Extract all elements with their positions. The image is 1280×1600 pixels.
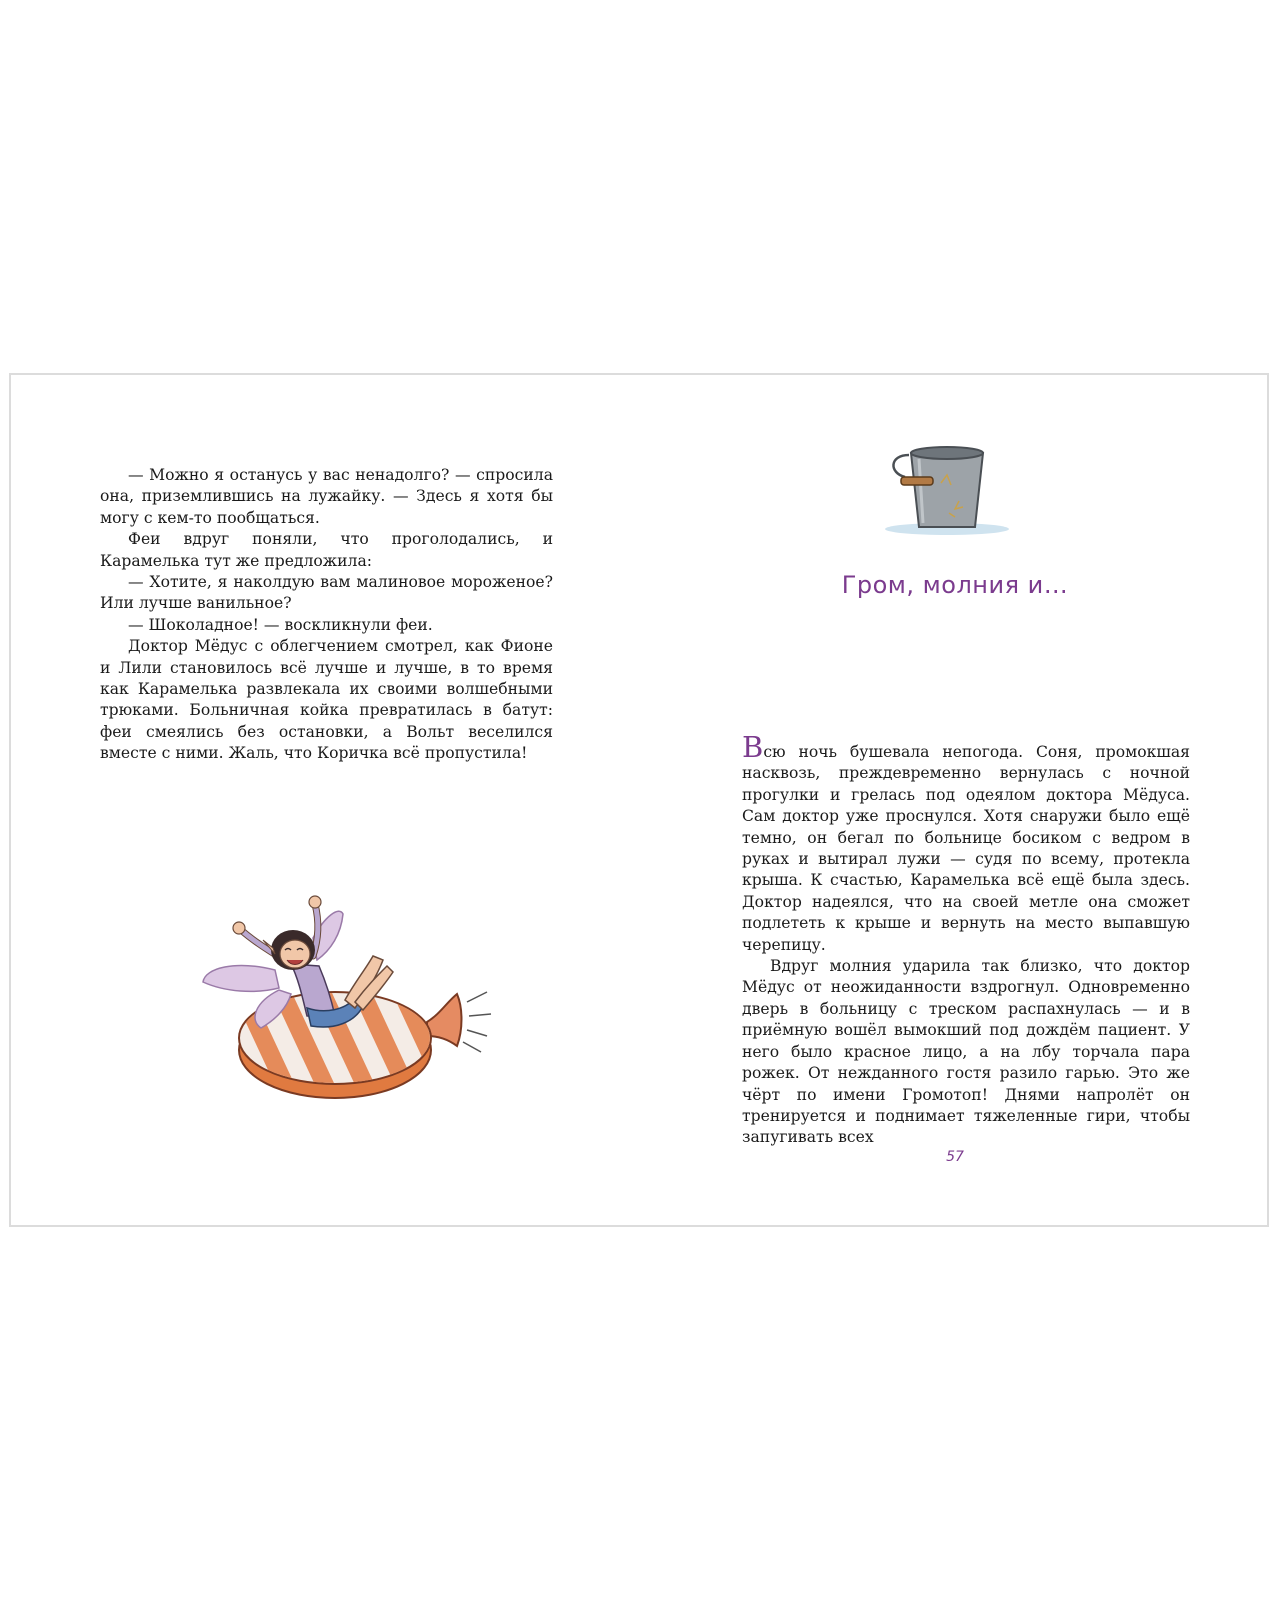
paragraph: Феи вдруг поняли, что проголодались, и Карамелька тут же предложила: [100,530,553,570]
paragraph: — Шоколадное! — воскликнули феи. [128,615,433,634]
paragraph: Доктор Мёдус с облегчением смотрел, как Фионе и Лили становилось всё лучше и лучше, в то время как Карамелька развлекала их своими волшебными трюками. Больничная койка превратилась в батут: феи смеялись без остановки, а Вольт веселился вместе с ними. Жаль, что Коричка всё пропустила! [100,637,553,763]
chapter-title: Гром, молния и… [841,571,1069,599]
paragraph: — Можно я останусь у вас ненадолго? — спросила она, приземлившись на лужайку. — Здесь я хотя бы могу с кем-то пообщаться. [100,466,553,527]
left-page-text [100,465,553,765]
fairy-on-candy-cushion-icon [195,890,507,1120]
paragraph: Вдруг молния ударила так близко, что доктор Мёдус от неожиданности вздрогнул. Одновременно дверь в больницу с треском распахнулась — и в приёмную вошёл вымокший под дождём пациент. У него было красное лицо, а на лбу торчала пара рожек. От нежданного гостя разило гарью. Это же чёрт по имени Громотоп! Днями напролёт он тренируется и поднимает тяжеленные гири, чтобы запугивать всех [742,957,1190,1147]
book-spread [9,373,1269,1227]
paragraph-text: сю ночь бушевала непогода. Соня, промокшая насквозь, преждевременно вернулась с ночной прогулки и грелась под одеялом доктора Мёдуса. Сам доктор уже проснулся. Хотя снаружи было ещё темно, он бегал по больнице босиком с ведром в руках и вытирал лужи — судя по всему, протекла крыша. К счастью, Карамелька всё ещё была здесь. Доктор надеялся, что на своей метле она сможет подлететь к крыше и вернуть на место выпавшую черепицу. [742,743,1190,954]
left-page [11,375,641,1225]
drop-cap: В [742,730,764,764]
right-page-text [742,730,1190,1149]
paragraph: — Хотите, я наколдую вам малиновое мороженое? Или лучше ванильное? [100,573,553,613]
page-number: 57 [946,1149,964,1165]
paragraph-first [742,730,1190,956]
right-page [641,375,1269,1225]
bucket-icon [879,443,1019,543]
